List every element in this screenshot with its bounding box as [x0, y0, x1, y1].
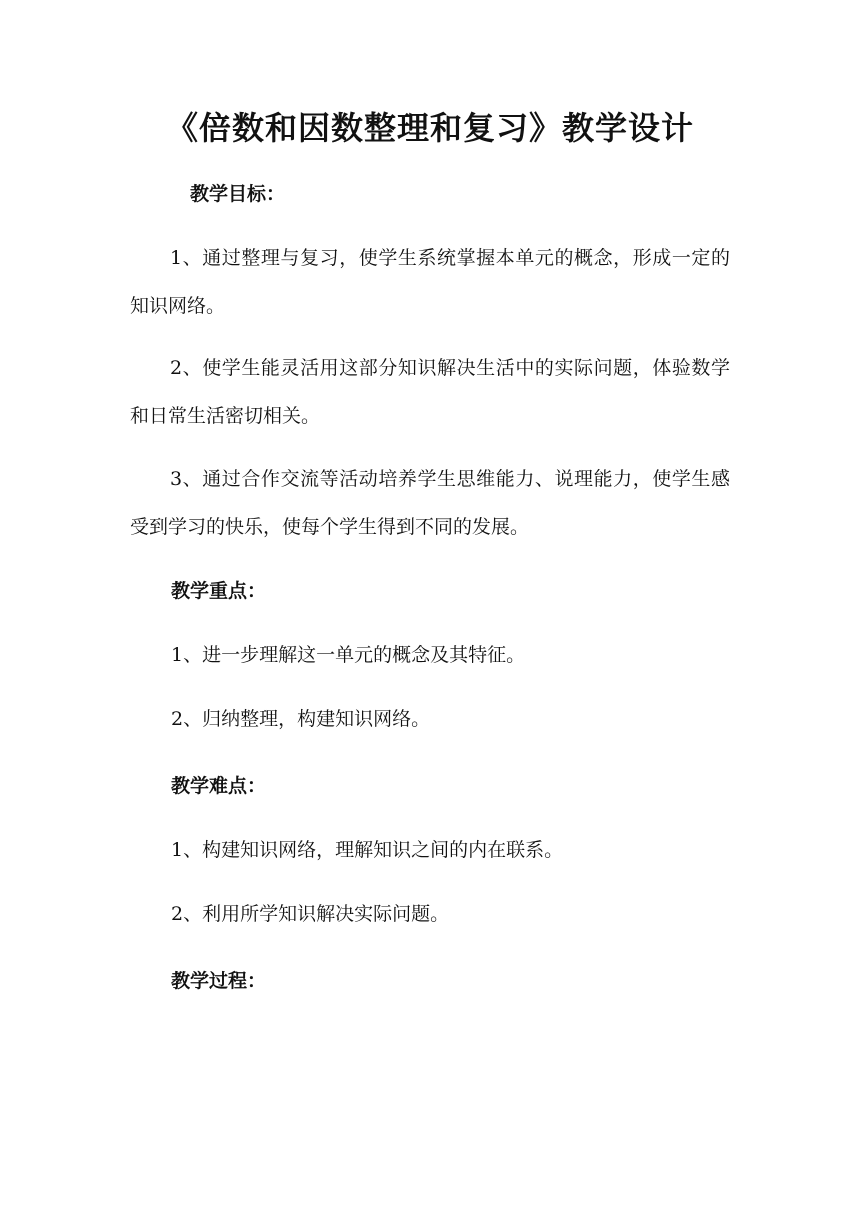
difficulty-item-2: 2、利用所学知识解决实际问题。: [171, 903, 450, 925]
objective-item-2: 2、使学生能灵活用这部分知识解决生活中的实际问题，体验数学和日常生活密切相关。: [130, 357, 730, 427]
difficulties-heading: 教学难点：: [171, 775, 267, 797]
objective-item-3: 3、通过合作交流等活动培养学生思维能力、说理能力，使学生感受到学习的快乐，使每个学生得到不同的发展。: [130, 468, 730, 538]
objective-item-1: 1、通过整理与复习，使学生系统掌握本单元的概念，形成一定的知识网络。: [130, 247, 730, 317]
key-point-item-1: 1、进一步理解这一单元的概念及其特征。: [171, 644, 526, 666]
key-point-item-2: 2、归纳整理，构建知识网络。: [171, 708, 431, 730]
process-heading: 教学过程：: [171, 970, 267, 992]
difficulty-item-1: 1、构建知识网络，理解知识之间的内在联系。: [171, 839, 564, 861]
objectives-heading: 教学目标：: [190, 183, 286, 205]
document-title: 《倍数和因数整理和复习》教学设计: [165, 109, 694, 147]
key-points-heading: 教学重点：: [171, 580, 267, 602]
